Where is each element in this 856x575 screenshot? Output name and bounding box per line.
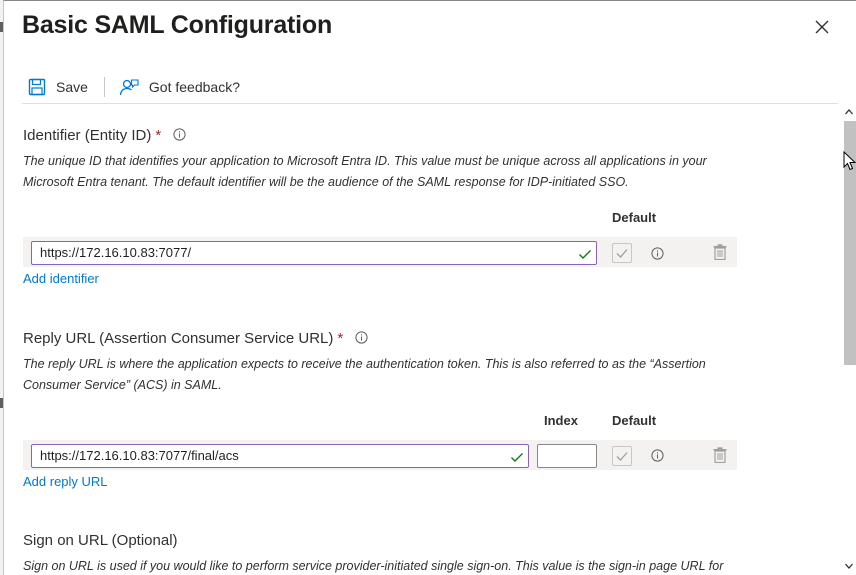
reply-url-index-input[interactable]	[537, 444, 597, 468]
identifier-description: The unique ID that identifies your application to Microsoft Entra ID. This value must be unique across all applications in your Microsoft Entra tenant. The default identifier will be the audience of the SAML response for IDP-initiated SSO.	[23, 154, 707, 189]
required-marker: *	[155, 127, 162, 144]
panel-content	[22, 105, 842, 575]
close-button[interactable]	[812, 17, 832, 37]
identifier-input[interactable]	[31, 241, 597, 265]
close-icon	[812, 17, 832, 37]
required-marker: *	[337, 330, 344, 347]
info-icon[interactable]	[173, 128, 186, 141]
saml-config-panel	[3, 0, 856, 575]
save-icon	[28, 78, 46, 96]
reply-url-title-text: Reply URL (Assertion Consumer Service URL)	[23, 330, 334, 347]
identifier-default-header: Default	[612, 210, 657, 225]
add-reply-url-link[interactable]: Add reply URL	[23, 474, 108, 489]
add-identifier-link[interactable]: Add identifier	[23, 271, 99, 286]
identifier-default-checkbox[interactable]	[612, 243, 632, 263]
identifier-input-value: https://172.16.10.83:7077/	[40, 245, 192, 260]
reply-url-input[interactable]	[31, 444, 529, 468]
info-icon[interactable]	[355, 331, 368, 344]
feedback-label: Got feedback?	[148, 79, 240, 95]
toolbar-divider	[104, 77, 105, 97]
command-bar	[22, 73, 248, 101]
feedback-button[interactable]	[113, 73, 248, 101]
delete-icon[interactable]	[713, 244, 727, 260]
reply-url-description: The reply URL is where the application expects to receive the authentication token. This is also referred to as the “Assertion Consumer Service” (ACS) in SAML.	[23, 357, 706, 392]
mouse-cursor-icon	[843, 151, 856, 171]
info-icon[interactable]	[651, 247, 664, 260]
sign-on-url-description: Sign on URL is used if you would like to perform service provider-initiated single sign-on. This value is the sign-in page URL for	[23, 559, 724, 573]
reply-url-default-header: Default	[612, 413, 657, 428]
reply-url-index-header: Index	[544, 413, 578, 428]
info-icon[interactable]	[651, 449, 664, 462]
toolbar-divider-line	[22, 103, 838, 104]
reply-url-default-checkbox[interactable]	[612, 446, 632, 466]
sign-on-url-section-title: Sign on URL (Optional)	[23, 532, 178, 549]
scroll-down-arrow-icon[interactable]	[844, 561, 854, 571]
reply-url-input-value: https://172.16.10.83:7077/final/acs	[40, 448, 239, 463]
save-button[interactable]	[22, 73, 96, 101]
delete-icon[interactable]	[713, 447, 727, 463]
identifier-section-title	[23, 127, 186, 144]
vertical-scrollbar[interactable]	[841, 105, 856, 575]
scroll-up-arrow-icon[interactable]	[844, 107, 854, 117]
valid-check-icon	[578, 247, 592, 261]
panel-title: Basic SAML Configuration	[22, 11, 333, 39]
valid-check-icon	[510, 450, 524, 464]
save-label: Save	[56, 79, 88, 95]
identifier-title-text: Identifier (Entity ID)	[23, 127, 152, 144]
feedback-person-icon	[119, 78, 139, 96]
reply-url-section-title	[23, 330, 368, 347]
checkmark-icon	[616, 247, 628, 259]
checkmark-icon	[616, 450, 628, 462]
